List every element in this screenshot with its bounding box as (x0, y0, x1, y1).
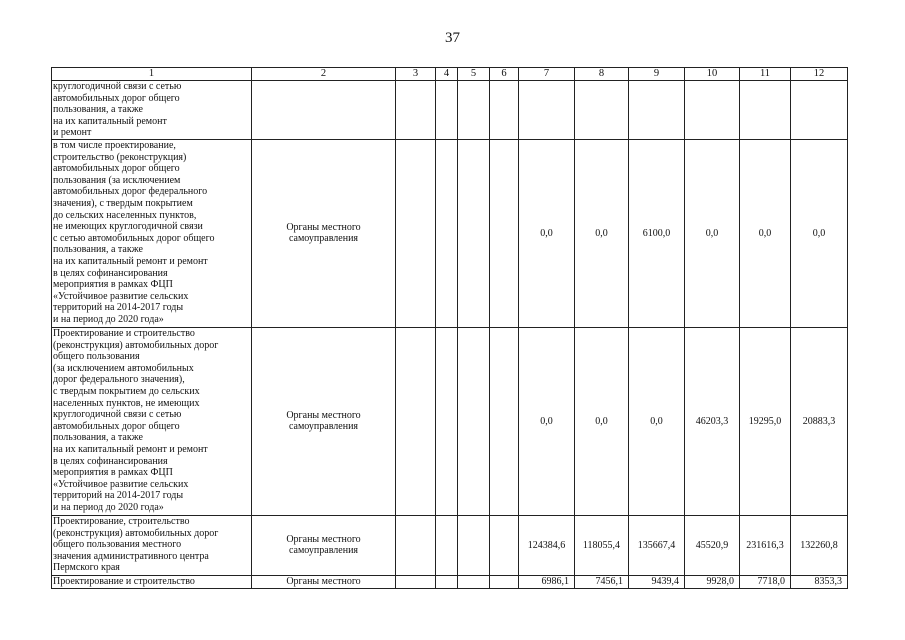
column-number-row (52, 68, 848, 81)
activity-cell: Проектирование, строительство (реконструкция) автомобильных дорог общего пользования местного значения административного центра Пермского края (52, 515, 252, 575)
column-header: 5 (458, 68, 490, 81)
value-cell (458, 327, 490, 515)
activity-cell: в том числе проектирование, строительство (реконструкция) автомобильных дорог общего пользования (за исключением автомобильных дорог федерального значения), с твердым покрытием до сельских населенных пунктов, не имеющих круглогодичной связи с сетью автомобильных дорог общего пользования, а также на их капитальный ремонт и ремонт в целях софинансирования мероприятия в рамках ФЦП «Устойчивое развитие сельских территорий на 2014-2017 годы и на период до 2020 года» (52, 139, 252, 327)
value-cell: 0,0 (519, 139, 575, 327)
value-cell (519, 81, 575, 140)
value-cell: 0,0 (575, 139, 629, 327)
value-cell (685, 81, 740, 140)
value-cell: 0,0 (685, 139, 740, 327)
column-header: 2 (252, 68, 396, 81)
column-header: 8 (575, 68, 629, 81)
executor-cell (252, 81, 396, 140)
table-row (52, 81, 848, 140)
value-cell: 0,0 (575, 327, 629, 515)
value-cell (490, 515, 519, 575)
activity-cell: Проектирование и строительство (реконструкция) автомобильных дорог общего пользования (за исключением автомобильных дорог федерального значения), с твердым покрытием до сельских населенных пунктов, не имеющих круглогодичной связи с сетью автомобильных дорог общего пользования, а также на их капитальный ремонт и ремонт в целях софинансирования мероприятия в рамках ФЦП «Устойчивое развитие сельских территорий на 2014-2017 годы и на период до 2020 года» (52, 327, 252, 515)
value-cell: 8353,3 (791, 575, 848, 588)
value-cell: 124384,6 (519, 515, 575, 575)
value-cell (436, 139, 458, 327)
value-cell: 6100,0 (629, 139, 685, 327)
column-header: 9 (629, 68, 685, 81)
column-header: 10 (685, 68, 740, 81)
executor-cell: Органы местного самоуправления (252, 515, 396, 575)
value-cell (396, 575, 436, 588)
table-row (52, 327, 848, 515)
value-cell: 7718,0 (740, 575, 791, 588)
value-cell (436, 81, 458, 140)
value-cell: 0,0 (791, 139, 848, 327)
value-cell (396, 327, 436, 515)
value-cell: 9928,0 (685, 575, 740, 588)
page-number: 37 (445, 30, 460, 46)
value-cell: 19295,0 (740, 327, 791, 515)
activity-cell: Проектирование и строительство (52, 575, 252, 588)
budget-table (51, 67, 848, 589)
value-cell: 135667,4 (629, 515, 685, 575)
value-cell: 231616,3 (740, 515, 791, 575)
value-cell (490, 327, 519, 515)
value-cell (396, 81, 436, 140)
value-cell (396, 139, 436, 327)
value-cell: 0,0 (740, 139, 791, 327)
column-header: 7 (519, 68, 575, 81)
value-cell: 20883,3 (791, 327, 848, 515)
value-cell: 46203,3 (685, 327, 740, 515)
column-header: 11 (740, 68, 791, 81)
value-cell: 0,0 (519, 327, 575, 515)
executor-cell: Органы местного самоуправления (252, 327, 396, 515)
value-cell (490, 139, 519, 327)
value-cell (490, 575, 519, 588)
value-cell (740, 81, 791, 140)
value-cell (490, 81, 519, 140)
value-cell (396, 515, 436, 575)
table-row (52, 139, 848, 327)
value-cell (629, 81, 685, 140)
column-header: 4 (436, 68, 458, 81)
value-cell (436, 515, 458, 575)
value-cell: 7456,1 (575, 575, 629, 588)
column-header: 6 (490, 68, 519, 81)
executor-cell: Органы местного (252, 575, 396, 588)
table-row (52, 575, 848, 588)
value-cell: 118055,4 (575, 515, 629, 575)
value-cell: 9439,4 (629, 575, 685, 588)
value-cell (458, 515, 490, 575)
value-cell (458, 575, 490, 588)
value-cell (791, 81, 848, 140)
column-header: 3 (396, 68, 436, 81)
value-cell (458, 81, 490, 140)
table-row (52, 515, 848, 575)
value-cell: 132260,8 (791, 515, 848, 575)
activity-cell: круглогодичной связи с сетью автомобильных дорог общего пользования, а также на их капитальный ремонт и ремонт (52, 81, 252, 140)
value-cell (458, 139, 490, 327)
value-cell: 6986,1 (519, 575, 575, 588)
executor-cell: Органы местного самоуправления (252, 139, 396, 327)
value-cell: 0,0 (629, 327, 685, 515)
column-header: 12 (791, 68, 848, 81)
value-cell (436, 575, 458, 588)
value-cell: 45520,9 (685, 515, 740, 575)
value-cell (436, 327, 458, 515)
value-cell (575, 81, 629, 140)
column-header: 1 (52, 68, 252, 81)
